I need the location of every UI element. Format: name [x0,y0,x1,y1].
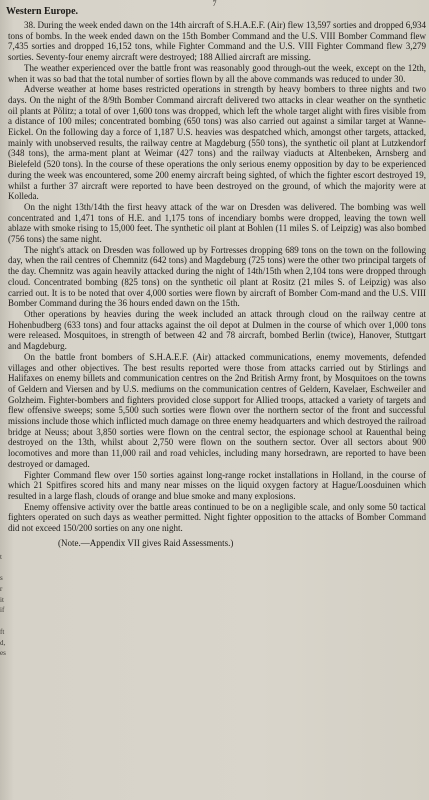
margin-mark: ft [0,627,5,636]
paragraph: The night's attack on Dresden was followed up by Fortresses dropping 689 tons on the town on the following day, when the rail centres of Chemnitz (642 tons) and Magdeburg (725 tons) were the other two principal targets of the day. Chemnitz was again heavily attacked during the night of 14th/15th when 2,104 tons were dropped through cloud. Concentrated bombing (825 tons) on the synthetic oil plant at Rositz (21 miles S. of Leipzig) was also carried out. It is to be noted that over 4,000 sorties were flown by aircraft of Bomber Com-mand and the U.S. VIII Bomber Command during the 36 hours ended dawn on the 15th. [8,244,426,309]
page-number: 7 [212,0,217,8]
paragraph: Adverse weather at home bases restricted operations in strength by heavy bombers to three nights and two days. On the night of the 8/9th Bomber Command aircraft delivered two attacks in clear weather on the synthetic oil plants at Pölitz; a total of over 1,600 tons was dropped, which left the whole target alight with fires visible from a distance of 100 miles; concentrated bombing (650 tons) was also carried out against a similar target at Wanne-Eickel. On the following day a force of 1,187 U.S. heavies was despatched which, amongst other targets, attacked, mainly with unobserved results, the railway centre at Magdeburg (550 tons), the synthetic oil plant at Lutzkendorf (348 tons), the arma-ment plant at Weimar (427 tons) and the railway viaducts at Altenbeken, Arnsberg and Bielefeld (520 tons). In the course of these operations the only serious enemy opposition by day to be experienced during the week was encountered, some 200 enemy aircraft being sighted, of which the fighter escort destroyed 19, whilst a further 37 aircraft were reported to have been destroyed on the ground, of which the majority were at Kolleda. [8,84,426,202]
section-title: Western Europe. [6,6,79,17]
body-text [8,20,426,548]
paragraph: Fighter Command flew over 150 sorties against long-range rocket installations in Holland, in the course of which 21 Spitfires scored hits and many near misses on the liquid oxygen factory at Hague/Loosduinen which resulted in a large flash, clouds of orange and blue smoke and many explosions. [8,469,426,501]
margin-mark: d, [0,638,6,647]
margin-mark: it [0,595,4,604]
left-margin-bleed-text [0,552,7,659]
appendix-note: (Note.—Appendix VII gives Raid Assessments.) [58,537,234,548]
margin-mark: es [0,649,6,658]
margin-mark: s [0,574,3,583]
paragraph: Enemy offensive activity over the battle areas continued to be on a negligible scale, and only some 50 tactical fighters operated on such days as weather permitted. Night fighter opposition to the attacks of Bomber Command did not exceed 150/200 sorties on any one night. [8,501,426,534]
margin-mark [0,563,7,574]
margin-mark: if [0,606,5,615]
paragraph: On the battle front bombers of S.H.A.E.F. (Air) attacked communications, enemy movements, defended villages and other objectives. The best results reported were those from attacks carried out by Stirlings and Halifaxes on enemy billets and communication centres on the 2nd British Army front, by Mosquitoes on the towns of Geldern and Viersen and by U.S. mediums on the communication centres of Geldern, Kavelaer, Eschweiler and Golzheim. Fighter-bombers and fighters provided close support for Allied troops, attacked a variety of targets and flew offensive sweeps; some 5,500 such sorties were flown over the northern sector of the front and successful missions include those which inflicted much damage on three enemy headquarters and which destroyed the railroad bridge at Neuss; about 3,850 sorties were flown on the central sector, the espionage school at Rauenthal being destroyed on the 13th, whilst about 2,750 were flown on the southern sector. Over all sectors about 900 locomotives and more than 11,000 rail and road vehicles, including many horsedrawn, are reported to have been destroyed or damaged. [8,351,426,469]
paragraph: The weather experienced over the battle front was reasonably good through-out the week, except on the 12th, when it was so bad that the total number of sorties flown by all the above commands was reduced to under 30. [8,62,426,84]
paragraph: Other operations by heavies during the week included an attack through cloud on the railway centre at Hohenbudberg (633 tons) and four attacks against the oil depot at Dulmen in the course of which over 1,000 tons were released. Mosquitoes, in strength of between 42 and 78 aircraft, bombed Berlin (twice), Hanover, Stuttgart and Magdeburg. [8,308,426,352]
margin-mark [0,616,7,627]
margin-mark: r [0,585,3,594]
margin-mark: t [0,553,2,561]
paragraph: On the night 13th/14th the first heavy attack of the war on Dresden was delivered. The bombing was well concentrated and 1,471 tons of H.E. and 1,175 tons of incendiary bombs were dropped, leaving the town well ablaze with smoke rising to 15,000 feet. The synthetic oil plant at Bohlen (11 miles S. of Leipzig) was also bombed (756 tons) the same night. [8,201,426,245]
paragraph: 38. During the week ended dawn on the 14th aircraft of S.H.A.E.F. (Air) flew 13,597 sorties and dropped 6,934 tons of bombs. In the week ended dawn on the 15th Bomber Command and the U.S. VIII Bomber Command flew 7,435 sorties and dropped 16,152 tons, while Fighter Command and the U.S. VIII Fighter Command flew 3,279 sorties. Seventy-four enemy aircraft were destroyed; 188 Allied aircraft are missing. [8,20,426,63]
